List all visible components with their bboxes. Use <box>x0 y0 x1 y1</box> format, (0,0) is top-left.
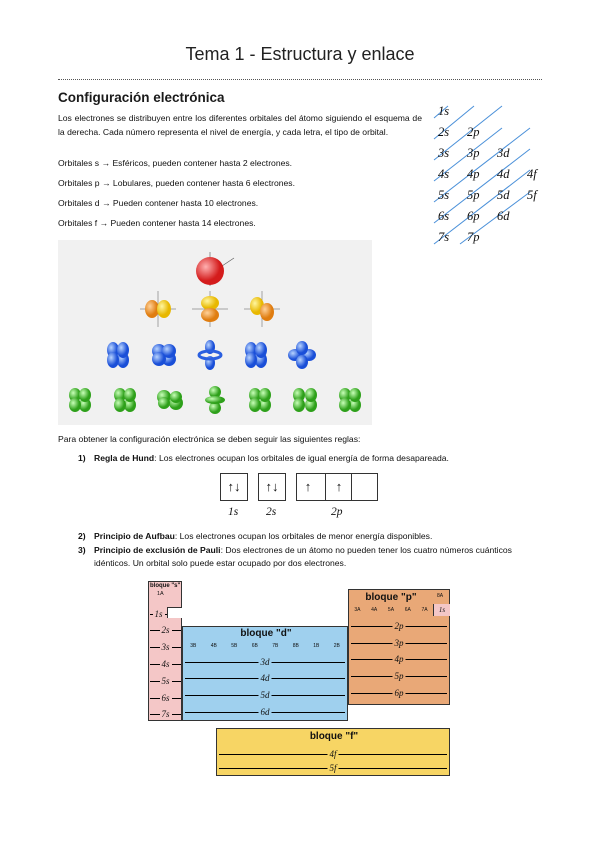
he-cell: 1s <box>433 604 450 616</box>
hund-box-2s <box>258 473 286 501</box>
orbital-3p: 3p <box>467 146 480 160</box>
aufbau-diagonal-arrows <box>430 104 560 254</box>
orbital-3d: 3d <box>497 146 510 160</box>
s-row-3: 3s <box>150 642 181 653</box>
orbital-type-label: Orbitales s <box>58 158 100 168</box>
d-group: 8B <box>292 643 299 649</box>
aufbau-diagram <box>430 104 560 254</box>
orbital-type-label: Orbitales p <box>58 178 100 188</box>
orbital-4p: 4p <box>467 167 480 181</box>
orbital-1s: 1s <box>438 104 450 118</box>
orbital-2p: 2p <box>467 125 480 139</box>
periodic-table-blocks <box>148 578 450 778</box>
orbital-type-text: → Esféricos, pueden contener hasta 2 electrones. <box>99 158 293 168</box>
s-orbital-icon <box>196 252 234 286</box>
d-group: 5B <box>231 643 238 649</box>
d-group: 3B <box>190 643 197 649</box>
orbital-5s: 5s <box>438 188 450 202</box>
orbital-7p: 7p <box>467 230 480 244</box>
d-group: 7B <box>272 643 279 649</box>
p-row-6: 6p <box>351 688 447 699</box>
s-row-1: 1s <box>150 609 167 620</box>
p-block <box>348 589 450 705</box>
up-arrow-icon: ↑ <box>325 474 352 500</box>
hund-label-2s: 2s <box>266 506 277 518</box>
p-group: 7A <box>421 607 428 613</box>
s-row-5: 5s <box>150 676 181 687</box>
orbital-type-s <box>58 157 292 169</box>
orbital-6p: 6p <box>467 209 480 223</box>
rule-aufbau <box>78 530 432 542</box>
s-block-group-1a: 1A <box>157 591 164 597</box>
rule-number: 2) <box>78 531 86 541</box>
rule-text: : Dos electrones de un átomo no pueden tener los cuatro números cuánticos idénticos. Un orbital solo puede estar ocupado por dos electrones. <box>94 545 512 568</box>
orbital-4d: 4d <box>497 167 510 181</box>
p-group: 3A <box>354 607 361 613</box>
intro-paragraph: Los electrones se distribuyen entre los diferentes orbitales del átomo siguiendo el esquema de la derecha. Cada número representa el nivel de energía, y cada letra, el tipo de orbital. <box>58 113 422 137</box>
d-group: 4B <box>210 643 217 649</box>
orbital-type-label: Orbitales d <box>58 198 100 208</box>
d-block <box>182 626 348 721</box>
orbital-5p: 5p <box>467 188 480 202</box>
p-group: 5A <box>387 607 395 613</box>
d-orbitals-icon <box>107 340 316 370</box>
d-row-3: 3d <box>185 657 345 668</box>
p-row-5: 5p <box>351 671 447 682</box>
d-row-5: 5d <box>185 690 345 701</box>
rule-hund <box>78 452 449 464</box>
p-block-title: bloque "p" <box>365 592 417 603</box>
orbital-5d: 5d <box>497 188 510 202</box>
up-arrow-icon: ↑ <box>304 479 312 494</box>
orbital-type-f <box>58 217 256 229</box>
f-row-5: 5f <box>219 763 447 774</box>
orbital-type-text: → Pueden contener hasta 10 electrones. <box>99 198 259 208</box>
orbital-type-label: Orbitales f <box>58 218 98 228</box>
orbital-5f: 5f <box>527 188 537 202</box>
orbital-type-d <box>58 197 258 209</box>
orbital-type-p <box>58 177 295 189</box>
f-orbitals-icon <box>69 386 361 414</box>
orbital-4f: 4f <box>527 167 537 181</box>
hund-box-2p <box>296 473 378 501</box>
f-row-4: 4f <box>219 749 447 760</box>
rule-name: Principio de Aufbau <box>94 531 175 541</box>
s-block-title: bloque "s" <box>150 583 181 589</box>
f-block <box>216 728 450 776</box>
rule-text: : Los electrones ocupan los orbitales de menor energía disponibles. <box>174 531 433 541</box>
s-row-7: 7s <box>150 709 181 720</box>
d-group: 6B <box>251 643 258 649</box>
orbital-type-text: → Pueden contener hasta 14 electrones. <box>97 218 256 228</box>
title-divider <box>58 79 542 80</box>
orbital-3s: 3s <box>438 146 450 160</box>
paired-arrows-icon: ↑↓ <box>227 479 241 494</box>
rule-number: 3) <box>78 545 86 555</box>
orbital-shapes-figure <box>58 240 372 425</box>
section-heading: Configuración electrónica <box>58 90 225 105</box>
orbital-2s: 2s <box>438 125 450 139</box>
p-row-2: 2p <box>351 621 447 632</box>
p-group-8a: 8A <box>437 593 444 599</box>
orbital-6d: 6d <box>497 209 510 223</box>
orbital-4s: 4s <box>438 167 450 181</box>
rule-name: Principio de exclusión de Pauli <box>94 545 221 555</box>
rule-name: Regla de Hund <box>94 453 155 463</box>
s-row-2: 2s <box>150 625 181 636</box>
p-row-4: 4p <box>351 654 447 665</box>
p-row-3: 3p <box>351 638 447 649</box>
orbital-shapes-illustration <box>58 240 372 425</box>
rules-intro: Para obtener la configuración electrónica se deben seguir las siguientes reglas: <box>58 434 361 444</box>
d-row-6: 6d <box>185 707 345 718</box>
d-row-4: 4d <box>185 673 345 684</box>
orbital-6s: 6s <box>438 209 450 223</box>
orbital-7s: 7s <box>438 230 450 244</box>
rule-number: 1) <box>78 453 86 463</box>
f-block-title: bloque "f" <box>309 731 359 742</box>
p-group: 6A <box>404 607 411 613</box>
orbital-type-text: → Lobulares, pueden contener hasta 6 electrones. <box>99 178 295 188</box>
p-group: 4A <box>371 607 378 613</box>
hund-box-1s <box>220 473 248 501</box>
s-row-6: 6s <box>150 693 181 704</box>
hund-label-1s: 1s <box>228 506 239 518</box>
d-group: 1B <box>313 643 320 649</box>
d-group: 2B <box>333 643 340 649</box>
rule-pauli <box>78 544 544 570</box>
hund-label-2p: 2p <box>331 506 343 518</box>
paired-arrows-icon: ↑↓ <box>265 479 279 494</box>
p-orbitals-icon <box>140 291 280 327</box>
d-block-title: bloque "d" <box>240 628 292 639</box>
s-block <box>148 581 182 721</box>
page-title: Tema 1 - Estructura y enlace <box>185 44 415 64</box>
s-row-4: 4s <box>150 659 181 670</box>
rule-text: : Los electrones ocupan los orbitales de igual energía de forma desapareada. <box>154 453 449 463</box>
